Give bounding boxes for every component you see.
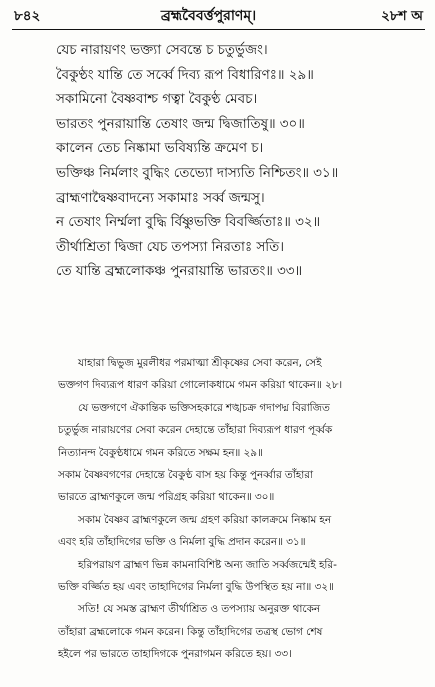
verse-line: ভক্তিঞ্চ নির্মলাং বুদ্ধিং তেভ্যো দাস্যতি নিশ্চিতং॥ ৩১॥ xyxy=(56,164,339,181)
prose-line: ভক্তগণ দিব্যরূপ ধারণ করিয়া গোলোকধামে গমন করিয়া থাকেন॥ ২৮। xyxy=(58,379,343,392)
page-number: ৮৪২ xyxy=(14,7,41,24)
prose-line: সতি! যে সমস্ত ব্রাহ্মণ তীর্থাশ্রিত ও তপস্যায় অনুরক্ত থাকেন xyxy=(78,603,321,616)
prose-line: সকাম বৈষ্ণবগণের দেহান্তে বৈকুণ্ঠ বাস হয় কিন্তু পুনর্ব্বার তাঁহারা xyxy=(58,468,313,481)
prose-line: এবং হরি তাঁহাদিগের ভক্তি ও নির্মলা বুদ্ধি প্রদান করেন॥ ৩১॥ xyxy=(58,536,306,549)
prose-line: তাঁহারা ব্রহ্মলোকে গমন করেন। কিন্তু তাঁহাদিগের তত্রস্থ ভোগ শেষ xyxy=(58,625,323,638)
prose-line: হরিপরায়ণ ব্রাহ্মণ ভিন্ন কামনাবিশিষ্ট অন্য জাতি সর্ব্বজন্মেই হরি- xyxy=(78,558,337,571)
header-rule xyxy=(12,29,425,30)
bengali-translation xyxy=(58,352,423,665)
verse-line: যেচ নারায়ণং ভক্ত্যা সেবন্তে চ চতুর্ভুজং। xyxy=(56,42,268,58)
prose-line: যাহারা দ্বিভুজ মুরলীধর পরমাত্মা শ্রীকৃষ্ণের সেবা করেন, সেই xyxy=(78,357,322,369)
verse-line: তে যান্তি ব্রহ্মলোকঞ্চ পুনরায়ান্তি ভারতং॥ ৩৩॥ xyxy=(56,263,303,280)
verse-line: তীর্থাশ্রিতা দ্বিজা যেচ তপস্যা নিরতাঃ সতি। xyxy=(56,238,284,255)
verse-line: ভারতং পুনরায়ান্তি তেষাং জন্ম দ্বিজাতিষু॥ ৩০॥ xyxy=(56,115,305,132)
prose-line: হইলে পর ভারতে তাহাদিগকে পুনরাগমন করিতে হয়। ৩৩। xyxy=(58,648,292,661)
verse-line: কালেন তেচ নিষ্কামা ভবিষ্যন্তি ক্রমেণ চ। xyxy=(56,140,264,157)
prose-line: ভারতে ব্রাহ্মণকুলে জন্ম পরিগ্রহ করিয়া থাকেন॥ ৩০॥ xyxy=(58,491,275,504)
sanskrit-verses xyxy=(56,38,423,284)
verse-line: ন তেষাং নির্ম্মলা বুদ্ধি র্বিষ্ণুভক্তি বিবর্জ্জিতাঃ॥ ৩২॥ xyxy=(56,214,321,231)
verse-line: ব্রাহ্মণাদ্বৈষ্ণবাদন্যে সকামাঃ সর্ব্ব জন্মসু। xyxy=(56,189,265,206)
chapter-label: ২৮শ অ xyxy=(381,7,423,24)
prose-line: চতুর্ভুজ নারায়ণের সেবা করেন দেহান্তে তাঁহারা দিব্যরূপ ধারণ পূর্ব্বক xyxy=(58,424,333,437)
prose-line: যে ভক্তগণে ঐকান্তিক ভক্তিসহকারে শঙ্খচক্র গদাপদ্ম বিরাজিত xyxy=(78,401,330,414)
book-title: ব্রহ্মবৈবর্ত্তপুরাণম্। xyxy=(160,8,257,24)
verse-line: বৈকুণ্ঠং যান্তি তে সর্ব্বে দিব্য রূপ বিধারিণঃ॥ ২৯॥ xyxy=(56,66,314,83)
verse-line: সকামিনো বৈষ্ণবাশ্চ গত্বা বৈকুণ্ঠ মেবচ। xyxy=(56,91,258,108)
prose-line: নিত্যানন্দ বৈকুণ্ঠধামে গমন করিতে সক্ষম হন॥ ২৯॥ xyxy=(58,446,263,459)
prose-line: ভক্তি বর্জ্জিত হয় এবং তাহাদিগের নির্মলা বুদ্ধি উপস্থিত হয় না॥ ৩২॥ xyxy=(58,580,334,593)
running-header xyxy=(14,4,423,28)
prose-line: সকাম বৈষ্ণব ব্রাহ্মণকুলে জন্ম গ্রহণ করিয়া কালক্রমে নিষ্কাম হন xyxy=(78,513,332,526)
